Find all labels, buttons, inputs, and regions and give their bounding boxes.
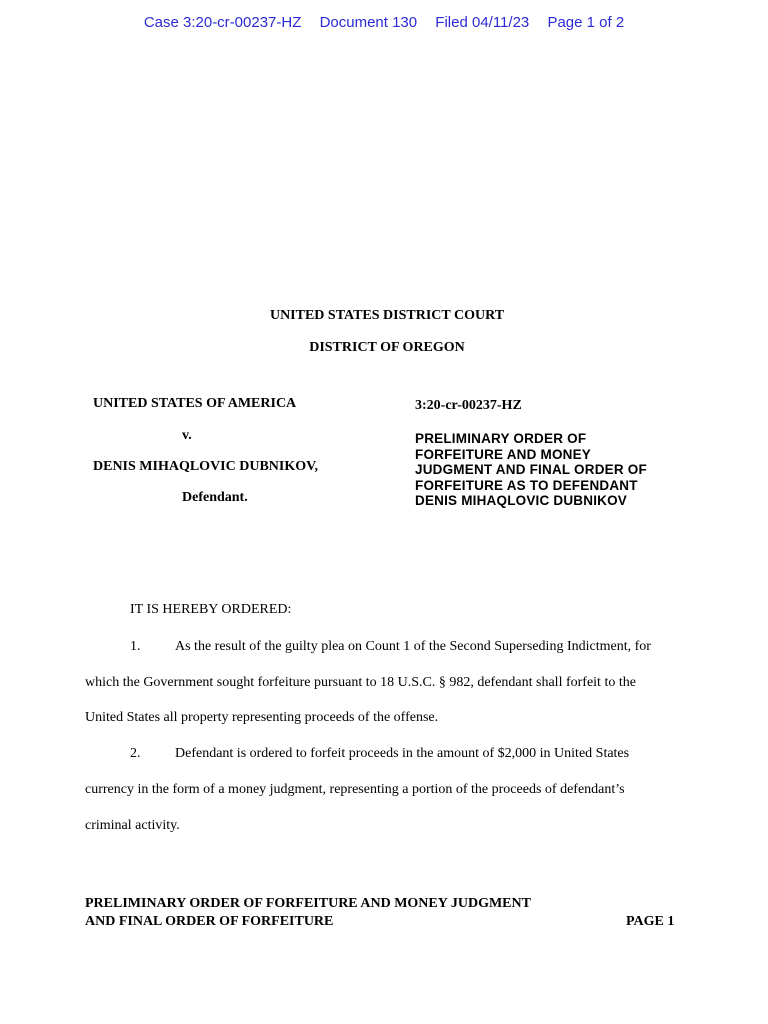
title-line: PRELIMINARY ORDER OF xyxy=(415,431,587,446)
paragraph-2-number: 2. xyxy=(130,746,141,761)
court-name: UNITED STATES DISTRICT COURT xyxy=(269,308,505,323)
case-number-stamp: Case 3:20-cr-00237-HZ xyxy=(143,14,302,31)
order-intro: IT IS HEREBY ORDERED: xyxy=(130,602,292,617)
caption-defendant-label: Defendant. xyxy=(182,490,248,505)
title-line: JUDGMENT AND FINAL ORDER OF xyxy=(415,462,647,478)
caption-defendant: DENIS MIHAQLOVIC DUBNIKOV, xyxy=(93,459,318,474)
footer-title-line-1: PRELIMINARY ORDER OF FORFEITURE AND MONEY JUDGMENT xyxy=(85,896,531,911)
title-line: FORFEITURE AND MONEY xyxy=(415,446,591,462)
paragraph-1-number: 1. xyxy=(130,639,141,654)
page-count-stamp: Page 1 of 2 xyxy=(547,14,625,31)
document-number-stamp: Document 130 xyxy=(319,14,418,31)
paragraph-1-line-1: As the result of the guilty plea on Count 1 of the Second Superseding Indictment, for xyxy=(175,639,651,654)
caption-versus: v. xyxy=(182,428,192,443)
title-line: DENIS MIHAQLOVIC DUBNIKOV xyxy=(415,493,628,509)
paragraph-2-line-3: criminal activity. xyxy=(85,818,180,833)
title-line: FORFEITURE AS TO DEFENDANT xyxy=(415,477,638,493)
caption-plaintiff: UNITED STATES OF AMERICA xyxy=(93,396,297,411)
ecf-header-stamp xyxy=(0,14,768,31)
footer-page-number: PAGE 1 xyxy=(626,914,675,929)
footer-title-line-2: AND FINAL ORDER OF FORFEITURE xyxy=(85,914,334,929)
filed-date-stamp: Filed 04/11/23 xyxy=(435,14,530,31)
caption-case-number: 3:20-cr-00237-HZ xyxy=(415,398,522,413)
paragraph-2-line-2: currency in the form of a money judgment, representing a portion of the proceeds of defendant’s xyxy=(85,782,625,797)
document-title xyxy=(415,431,715,509)
paragraph-1-line-2: which the Government sought forfeiture pursuant to 18 U.S.C. § 982, defendant shall forfeit to the xyxy=(85,675,636,690)
court-district: DISTRICT OF OREGON xyxy=(309,340,465,355)
paragraph-1-line-3: United States all property representing proceeds of the offense. xyxy=(85,710,439,725)
paragraph-2-line-1: Defendant is ordered to forfeit proceeds in the amount of $2,000 in United States xyxy=(175,746,630,761)
